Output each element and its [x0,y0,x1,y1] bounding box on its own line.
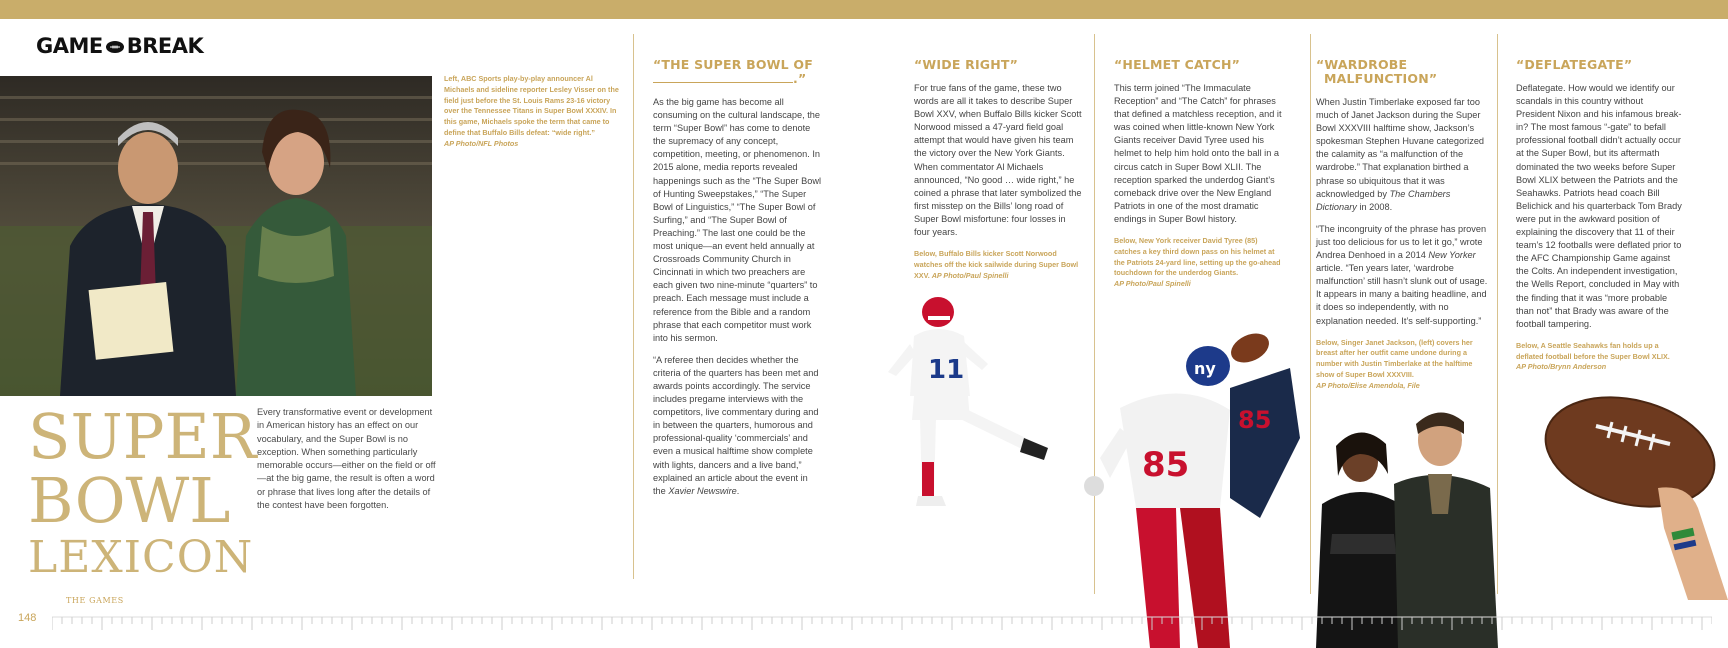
body-paragraph [653,354,823,498]
svg-text:85: 85 [1142,445,1190,485]
column-divider [633,34,634,579]
photo-michaels-visser [0,76,432,396]
title-line-2: BOWL [28,464,231,537]
body-italic: The Chambers Dictionary [1316,188,1451,212]
football-logo-icon [104,39,126,55]
caption-text: Below, Buffalo Bills kicker Scott Norwood watches off the kick sailwide during Super Bowl XXV. [914,249,1079,280]
heading-part-a: “THE SUPER BOWL OF [653,57,813,72]
source-name: Xavier Newswire [668,485,737,496]
page-title [28,400,257,583]
svg-text:ny: ny [1194,359,1216,378]
yard-line-ruler [52,614,1712,634]
heading-part-a: “WARDROBE [1316,57,1408,72]
heading-part-b: MALFUNCTION” [1324,71,1438,86]
article-super-bowl-of [653,58,823,498]
body-paragraph: As the big game has become all consuming on the cultural landscape, the term “Super Bowl” has come to denote the supremacy of any concept, competition, meeting, or phenomenon. In 2015 alone, media reports revealed happenings such as the “The Super Bowl of Hunting Sweepstakes,” “The Super Bowl of Linguistics,” “The Super Bowl of Surfing,” and “The Super Bowl of Preaching.” The last one could be the most unique—an event held annually at Crossroads Community Church in Cincinnati in which two preachers are each given two nine-minute “quarters” to preach. Each message must include a reference from the Bible and a random phrase that each competitor must work into his sermon. [653,97,822,343]
body-paragraph: This term joined “The Immaculate Reception” and “The Catch” for phrases that defined a matchless reception, and it was coined when little-known New York Giants receiver David Tyree used his helmet to help him hold onto the ball in a circus catch in Super Bowl XLII. The reception sparked the underdog Giant’s comeback drive over the New England Patriots in one of the most dramatic endings in Super Bowl history. [1114,83,1282,224]
body-paragraph [1316,223,1490,328]
heading-super-bowl-of [653,58,823,86]
body-italic: New Yorker [1428,250,1476,261]
heading-deflategate: “DEFLATEGATE” [1516,57,1633,72]
source-end: . [736,485,740,496]
photo-helmet-catch [1080,318,1302,648]
logo-text-left: GAME [36,34,103,58]
deflategate-caption [1516,341,1682,373]
body-text: When Justin Timberlake exposed far too much of Janet Jackson during the Super Bowl XXXVIII halftime show, Jackson’s spokesman Stephen Huvane categorized the calamity as “a malfunction of the wardrobe.” That explanation birthed a phrase so ubiquitous that it was acknowledged by [1316,97,1485,199]
article-wardrobe-malfunction [1316,58,1490,392]
page-number: 148 [18,612,37,624]
main-photo-caption [444,74,620,150]
svg-text:11: 11 [928,355,965,385]
caption-credit: AP Photo/Paul Spinelli [1114,279,1191,289]
title-line-1: SUPER [28,400,257,473]
body-text: “The incongruity of the phrase has proven just too delicious for us to let it go,” wrote Andrea Denhoed in a 2014 [1316,223,1487,261]
heading-wide-right: “WIDE RIGHT” [914,57,1019,72]
intro-paragraph: Every transformative event or development in American history has an effect on our vocabulary, and the Super Bowl is no exception. When something particularly memorable occurs—either on the field or off—at the big game, the result is often a word or phrase that lives long after the details of the contest have been forgotten. [257,407,436,511]
svg-text:85: 85 [1238,406,1272,434]
helmet-catch-caption [1114,236,1286,290]
heading-helmet-catch: “HELMET CATCH” [1114,57,1241,72]
main-photo-credit: AP Photo/NFL Photos [444,138,519,148]
article-deflategate [1516,58,1682,373]
main-photo-caption-text: Left, ABC Sports play-by-play announcer Al Michaels and sideline reporter Lesley Visser on the field just before the St. Louis Rams 23-16 victory over the Tennessee Titans in Super Bowl XXXIV. In this game, Michaels spoke the term that came to define that Buffalo Bills defeat: “wide right.” [444,74,619,137]
heading-blank-line [653,73,793,83]
wide-right-caption [914,249,1082,281]
body-paragraph: For true fans of the game, these two words are all it takes to describe Super Bowl XXV, when Buffalo Bills kicker Scott Norwood missed a 47-yard field goal attempt that would have given his team the victory over the New York Giants. When commentator Al Michaels announced, “No good … wide right,” he coined a phrase that later symbolized the first misstep on the Bills’ long road of Super Bowl misfortune: four losses in four years. [914,83,1082,238]
photo-norwood-kick [884,292,1070,548]
caption-text: Below, A Seattle Seahawks fan holds up a deflated football before the Super Bowl XLIX. [1516,340,1670,361]
page-footer [0,596,1728,648]
heading-wardrobe-malfunction [1316,58,1490,86]
body-text: “A referee then decides whether the criteria of the quarters has been met and awards points accordingly. The service includes pregame interviews with the competitors, live commentary during and in between the quarters, humorous and professional-quality ‘commercials’ and even a musical halftime show complete with lights, dancers and a live band,” explained an article about the event in the [653,354,819,496]
caption-credit: AP Photo/Brynn Anderson [1516,362,1607,372]
wardrobe-caption [1316,338,1490,392]
top-accent-bar [0,0,1728,19]
caption-text: Below, Singer Janet Jackson, (left) covers her breast after her outfit came undone during a number with Justin Timberlake at the halftime show of Super Bowl XXXVIII. [1316,337,1473,379]
title-line-3: LEXICON [28,532,254,583]
heading-part-b: .” [793,71,807,86]
caption-credit: AP Photo/Elise Amendola, File [1316,380,1420,390]
section-label: THE GAMES [66,596,124,605]
caption-text: Below, New York receiver David Tyree (85) catches a key third down pass on his helmet at the Patriots 24-yard line, setting up the go-ahead touchdown for the underdog Giants. [1114,236,1281,278]
body-paragraph: Deflategate. How would we identify our scandals in this country without President Nixon and his infamous break-in? The most famous “-gate” to befall professional football didn’t actually occur at the Super Bowl, but its aftermath dominated the two weeks before Super Bowl XLIX between the Patriots and the Seahawks. Patriots head coach Bill Belichick and his quarterback Tom Brady were put in the awkward position of explaining the discovery that 11 of their team’s 12 footballs were deflated prior to the AFC Championship Game against the Colts. An independent investigation, the Wells Report, concluded in May with the finding that it was “more probable than not” that Brady was aware of the football tampering. [1516,83,1682,329]
article-helmet-catch [1114,58,1286,290]
body-paragraph [1316,96,1490,214]
logo-text-right: BREAK [126,34,204,58]
body-text: in 2008. [1359,201,1393,212]
body-text: article. “Ten years later, ‘wardrobe malfunction’ still hasn’t slunk out of usage. It appears in many a baiting headline, and it does so independently, with no explanation needed. It’s self-supporting.” [1316,263,1488,326]
article-wide-right [914,58,1082,282]
logo [36,34,203,58]
caption-credit: AP Photo/Paul Spinelli [931,270,1009,280]
photo-deflated-football [1538,388,1728,600]
